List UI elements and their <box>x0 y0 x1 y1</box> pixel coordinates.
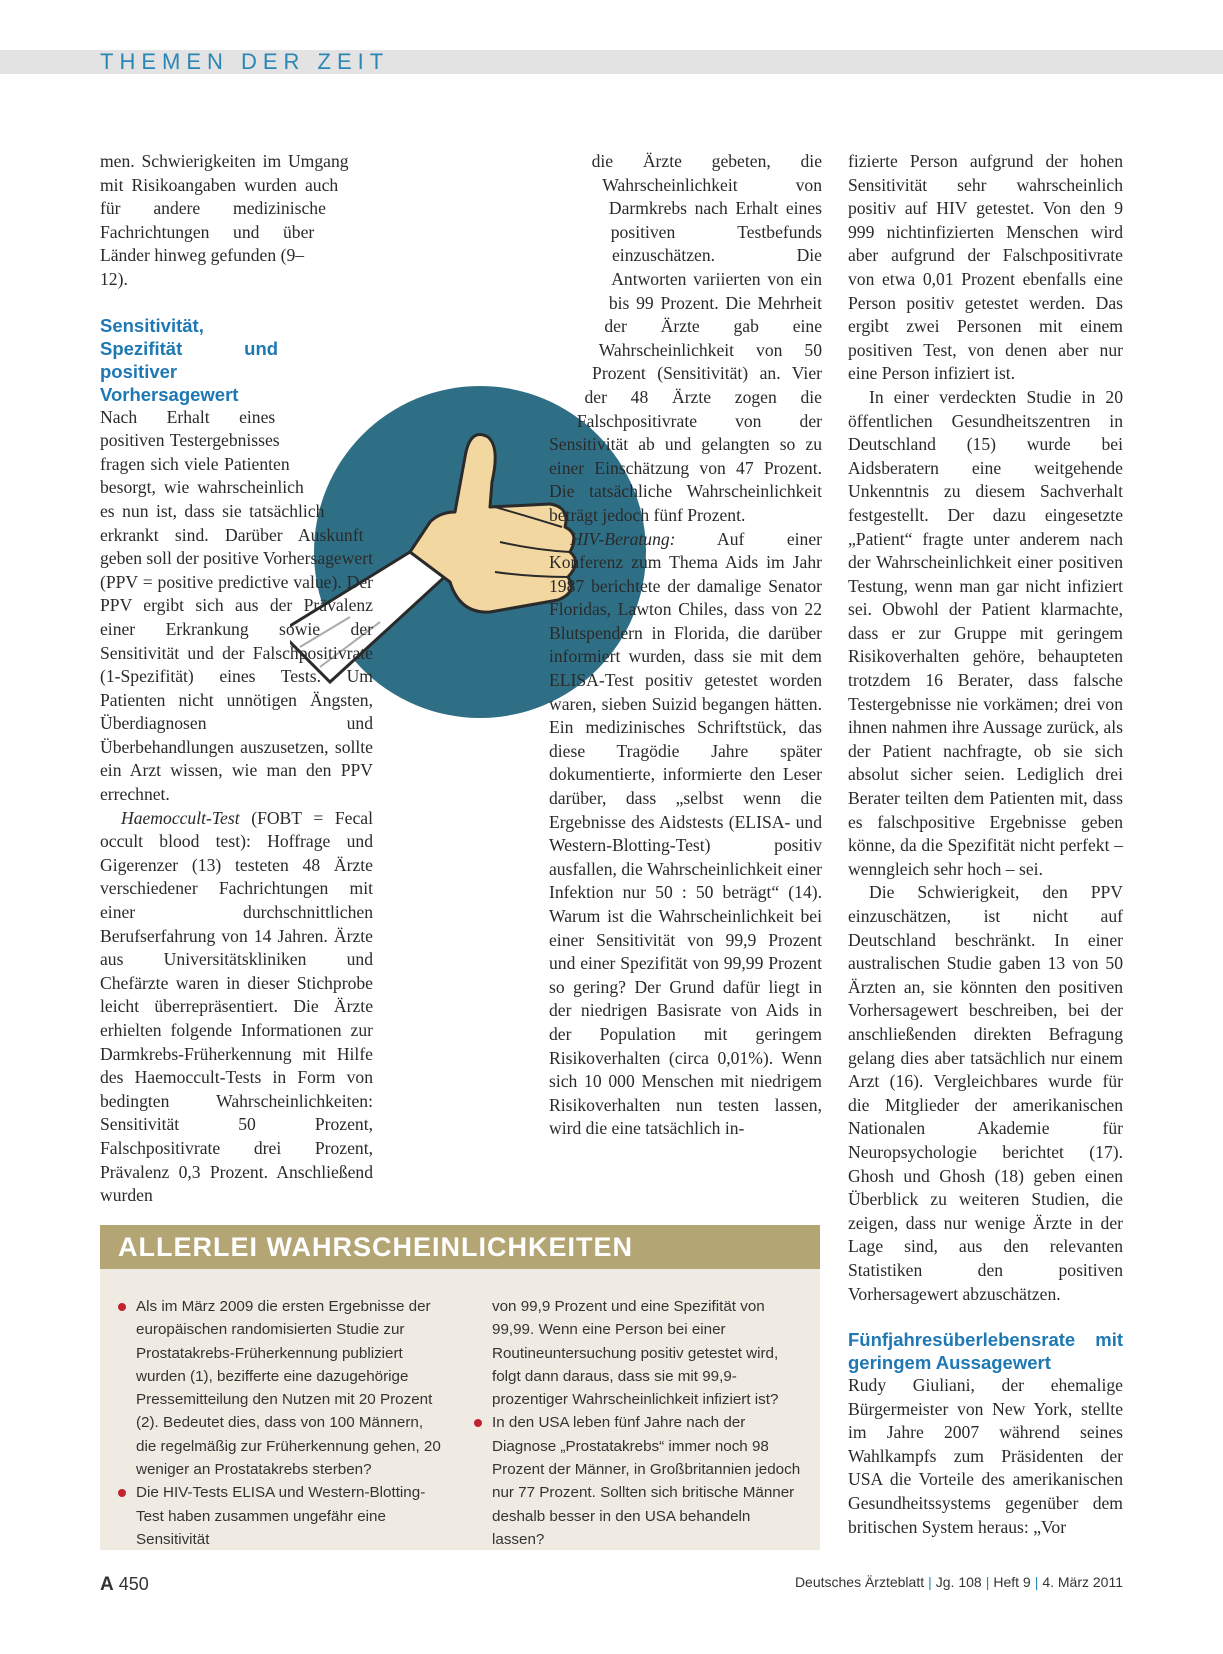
paragraph: fizierte Person aufgrund der hohen Sensitivität sehr wahrscheinlich positiv auf HIV getestet. Von den 9 999 nichtinfizierten Menschen wird aber aufgrund der Falschpositivrate von etwa 0,01 Prozent ebenfalls eine Person positiv getestet werden. Das ergibt zwei Personen mit einem positiven Test, von denen aber nur eine Person infiziert ist. <box>848 151 1123 384</box>
info-box <box>100 1225 820 1550</box>
paragraph: Haemoccult-Test (FOBT = Fecal occult blood test): Hoffrage und Gigerenzer (13) testeten 48 Ärzte verschiedener Fachrichtungen mit einer durchschnittlichen Berufserfahrung von 14 Jahren. Ärzte aus Universitätskliniken und Chefärzte waren in dieser Stichprobe leicht überrepräsentiert. Die Ärzte erhielten folgende Informationen zur Darmkrebs-Früherkennung mit Hilfe des Haemoccult-Tests in Form von bedingten Wahrscheinlichkeiten: Sensitivität 50 Prozent, Falschpositivrate drei Prozent, Prävalenz 0,3 Prozent. Anschließend wurden <box>100 807 373 1206</box>
list-item: In den USA leben fünf Jahre nach der Diagnose „Prostatakrebs“ immer noch 98 Prozent der Männer, in Großbritannien jedoch nur 77 Prozent. Sollten sich britische Männer deshalb besser in den USA behandeln lassen? <box>492 1411 802 1551</box>
paragraph: Die Schwierigkeit, den PPV einzuschätzen, ist nicht auf Deutschland beschränkt. In einer australischen Studie gaben 13 von 50 Ärzten an, sie könnten den positiven Vorhersagewert beschreiben, bei der anschließenden direkten Befragung gelang dies aber tatsächlich nur einem Arzt (16). Vergleichbares wurde für die Mitglieder der amerikanischen Nationalen Akademie für Neuropsychologie berichtet (17). Ghosh und Ghosh (18) geben einen Überblick zu weiteren Studien, die zeigen, dass nur wenige Ärzte in der Lage sind, aus den relevanten Statistiken den positiven Vorhersagewert abzuschätzen. <box>848 882 1123 1304</box>
section-heading: Fünfjahresüberlebensrate mit geringem Aussagewert <box>848 1329 1123 1374</box>
paragraph: die Ärzte gebeten, die Wahrscheinlichkeit von Darmkrebs nach Erhalt eines positiven Testbefunds einzuschätzen. Die Antworten variierten von ein bis 99 Prozent. Die Mehrheit der Ärzte gab eine Wahrscheinlichkeit von 50 Prozent (Sensitivität) an. Vier der 48 Ärzte zogen die Falschpositivrate von der Sensitivität ab und gelangten so zu einer Einschätzung von 47 Prozent. Die tatsächliche Wahrscheinlichkeit beträgt jedoch fünf Prozent. <box>549 151 822 525</box>
column-1 <box>100 150 373 1208</box>
paragraph: Nach Erhalt eines positiven Testergebnisses fragen sich viele Patienten besorgt, wie wahrscheinlich es nun ist, dass sie tatsächlich erkrankt sind. Darüber Auskunft geben soll der positive Vorhersagewert (PPV = positive predictive value). Der PPV ergibt sich aus der Prävalenz einer Erkrankung sowie der Sensitivität und der Falschpositivrate (1-Spezifität) eines Tests. Um Patienten nicht unnötigen Ängsten, Überdiagnosen und Überbehandlungen auszusetzen, sollte ein Arzt wissen, wie man den PPV errechnet. <box>100 406 373 805</box>
journal-info: Deutsches Ärzteblatt | Jg. 108 | Heft 9 | 4. März 2011 <box>794 1574 1123 1590</box>
lead-in: Haemoccult-Test <box>121 807 240 828</box>
bullet-icon <box>474 1419 482 1427</box>
info-box-column-right <box>492 1295 802 1551</box>
lead-in: HIV-Beratung: <box>570 528 676 549</box>
list-item: Die HIV-Tests ELISA und Western-Blotting-Test haben zusammen ungefähr eine Sensitivität <box>136 1481 446 1551</box>
section-heading: Sensitivität, Spezifität und positiver Vorhersagewert <box>100 314 279 405</box>
page-number: A 450 <box>100 1574 149 1595</box>
paragraph: In einer verdeckten Studie in 20 öffentlichen Gesundheitszentren in Deutschland (15) wurde bei Aidsberatern eine weitgehende Unkenntnis zu diesem Sachverhalt festgestellt. Der dazu eingesetzte „Patient“ fragte unter anderem nach der Wahrscheinlichkeit einer positiven Testung, wenn man gar nicht infiziert sei. Obwohl der Patient klarmachte, dass er zur Gruppe mit geringem Risikoverhalten gehöre, behaupteten trotzdem 16 Berater, dass falsche Testergebnisse nie vorkämen; drei von ihnen nahmen ihre Aussage zurück, als der Patient nachfragte, ob sie sich absolut sicher seien. Lediglich drei Berater teilten dem Patienten mit, dass es falschpositive Ergebnisse geben könne, da die Spezifität nicht perfekt – wenngleich sehr hoch – sei. <box>848 386 1123 879</box>
list-item-continuation: von 99,9 Prozent und eine Spezifität von 99,99. Wenn eine Person bei einer Routineuntersuchung positiv getestet wird, folgt dann daraus, dass sie mit 99,9-prozentiger Wahrscheinlichkeit infiziert ist? <box>492 1298 779 1409</box>
list-item: Als im März 2009 die ersten Ergebnisse der europäischen randomisierten Studie zur Prostatakrebs-Früherkennung publiziert wurden (1), bezifferte eine dazugehörige Pressemitteilung den Nutzen mit 20 Prozent (2). Bedeutet dies, dass von 100 Männern, die regelmäßig zur Früherkennung gehen, 20 weniger an Prostatakrebs sterben? <box>136 1295 446 1481</box>
section-label: THEMEN DER ZEIT <box>100 49 390 74</box>
column-2 <box>549 150 822 1141</box>
paragraph: Rudy Giuliani, der ehemalige Bürgermeister von New York, stellte im Jahre 2007 während seines Wahlkampfs zum Präsidenten der USA die Vorteile des amerikanischen Gesundheitssystems gegenüber dem britischen System heraus: „Vor <box>848 1375 1123 1537</box>
column-3 <box>848 150 1123 1539</box>
bullet-icon <box>118 1489 126 1497</box>
paragraph: men. Schwierigkeiten im Umgang mit Risikoangaben wurden auch für andere medizinische Fachrichtungen und über Länder hinweg gefunden (9–12). <box>100 151 349 289</box>
info-box-column-left <box>136 1295 446 1551</box>
info-box-title: ALLERLEI WAHRSCHEINLICHKEITEN <box>100 1225 820 1269</box>
paragraph: HIV-Beratung: Auf einer Konferenz zum Thema Aids im Jahr 1987 berichtete der damalige Senator Floridas, Lawton Chiles, dass von 22 Blutspendern in Florida, die darüber informiert wurden, dass sie mit dem ELISA-Test positiv getestet worden waren, sieben Suizid begangen hätten. Ein medizinisches Schriftstück, das diese Tragödie Jahre später dokumentierte, informierte den Leser darüber, dass „selbst wenn die Ergebnisse des Aidstests (ELISA- und Western-Blotting-Test) positiv ausfallen, die Wahrscheinlichkeit einer Infektion nur 50 : 50 beträgt“ (14). Warum ist die Wahrscheinlichkeit bei einer Sensitivität von 99,9 Prozent und einer Spezifität von 99,99 Prozent so gering? Der Grund dafür liegt in der niedrigen Basisrate von Aids in der Population mit geringem Risikoverhalten (circa 0,01%). Wenn sich 10 000 Menschen mit niedrigem Risikoverhalten nun testen lassen, wird die eine tatsächlich in- <box>549 528 822 1139</box>
bullet-icon <box>118 1303 126 1311</box>
